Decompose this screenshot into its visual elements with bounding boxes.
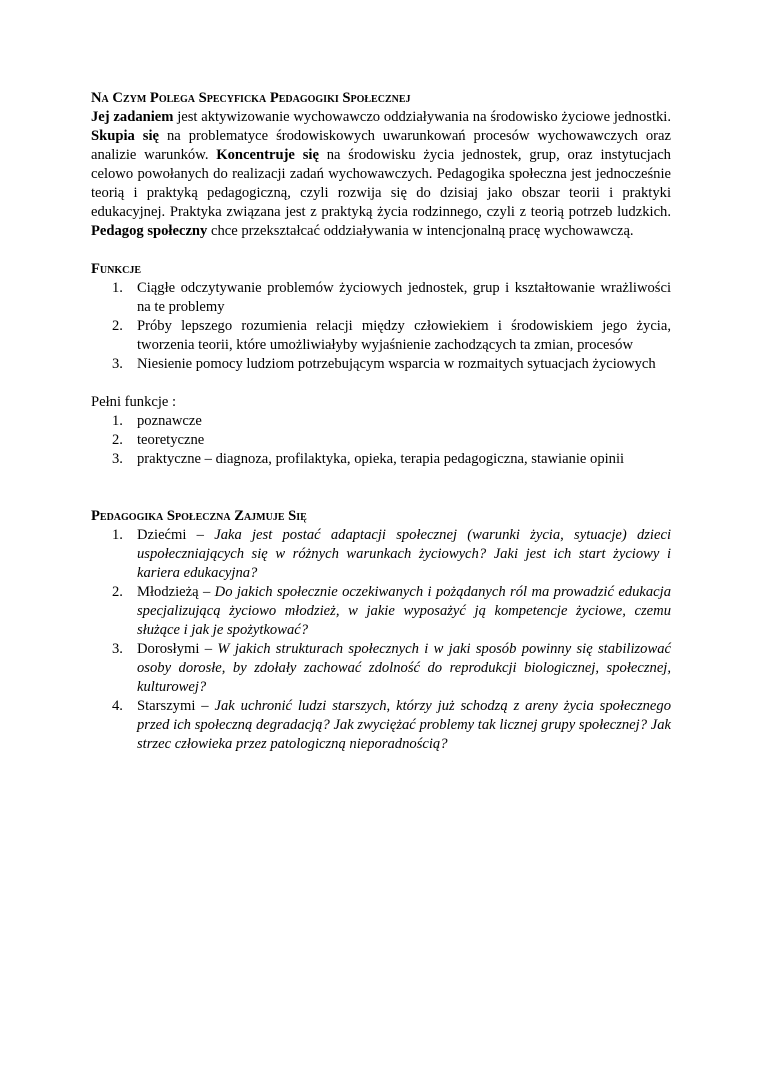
list-number: 3. [112, 451, 123, 467]
list-item-text: praktyczne – diagnoza, profilaktyka, opieka, terapia pedagogiczna, stawianie opinii [137, 451, 625, 467]
paragraph-text: chce przekształcać oddziaływania w intencjonalną pracę wychowawczą. [207, 223, 634, 239]
funkcje-list [91, 279, 671, 374]
list-number: 3. [112, 641, 123, 657]
list-item-question: Jak uchronić ludzi starszych, którzy już schodzą z areny życia społecznego przed ich społeczną degradacją? Jak zwyciężać problemy tak licznej grupy społecznej? Jak strzec człowieka przez patologiczną nieporadnością? [137, 698, 671, 752]
bold-phrase: Pedagog społeczny [91, 223, 208, 239]
bold-phrase: Skupia się [91, 128, 159, 144]
list-item [91, 279, 671, 317]
section-heading-zajmuje: Pedagogika Społeczna Zajmuje Się [91, 508, 307, 524]
list-number: 1. [112, 280, 123, 296]
list-number: 2. [112, 584, 123, 600]
list-item-question: W jakich strukturach społecznych i w jaki sposób powinny się stabilizować osoby dorosłe, by zdołały zachować zdolność do reprodukcji biologicznej, społecznej, kulturowej? [137, 641, 671, 695]
list-item-text: Niesienie pomocy ludziom potrzebującym wsparcia w rozmaitych sytuacjach życiowych [137, 356, 656, 372]
list-item [91, 697, 671, 754]
paragraph-text: jest aktywizowanie wychowawczo oddziaływania na środowisko życiowe jednostki. [173, 109, 671, 125]
bold-phrase: Jej zadaniem [91, 109, 174, 125]
list-item [91, 450, 671, 469]
paragraph-text: na problematyce środowiskowych uwarunkowań procesów wychowawczych oraz analizie warunków. [91, 128, 671, 163]
list-number: 3. [112, 356, 123, 372]
list-number: 4. [112, 698, 123, 714]
document-page [91, 89, 671, 754]
list-item-text: Próby lepszego rozumienia relacji między człowiekiem i środowiskiem jego życia, tworzenia teorii, które umożliwiałyby wyjaśnienie zachodzących ta zmian, procesów [137, 318, 671, 353]
zajmuje-list [91, 526, 671, 754]
section-heading-funkcje: Funkcje [91, 261, 142, 277]
list-item-text: teoretyczne [137, 432, 205, 448]
section-heading-specyfika: Na Czym Polega Specyficka Pedagogiki Społecznej [91, 90, 411, 106]
list-item [91, 640, 671, 697]
list-item-lead: Dziećmi – [137, 527, 215, 543]
list-item [91, 317, 671, 355]
list-number: 2. [112, 432, 123, 448]
list-item-text: poznawcze [137, 413, 202, 429]
paragraph-text: na środowisku życia jednostek, grup, oraz instytucjach celowo powołanych do realizacji zadań wychowawczych. Pedagogika społeczna jest jednocześnie teorią i praktyką pedagogiczną, czyli rozwija się do dzisiaj jako obszar teorii i praktyki edukacyjnej. Praktyka związana jest z praktyką życia rodzinnego, czyli z teorią potrzeb ludzkich. [91, 147, 671, 220]
list-item-lead: Młodzieżą – [137, 584, 215, 600]
list-item [91, 355, 671, 374]
pelni-funkcje-list [91, 412, 671, 469]
list-number: 1. [112, 413, 123, 429]
pelni-funkcje-label: Pełni funkcje : [91, 394, 177, 410]
list-item-text: Ciągłe odczytywanie problemów życiowych jednostek, grup i kształtowanie wrażliwości na te problemy [137, 280, 671, 315]
list-item-lead: Starszymi – [137, 698, 215, 714]
list-number: 1. [112, 527, 123, 543]
bold-phrase: Koncentruje się [216, 147, 319, 163]
list-item [91, 526, 671, 583]
list-item-question: Do jakich społecznie oczekiwanych i pożądanych ról ma prowadzić edukacja specjalizującą życiowo młodzież, w jakie wyposażyć ją kompetencje życiowe, czemu służące i jak je spożytkować? [137, 584, 671, 638]
intro-paragraph [91, 108, 671, 241]
list-item [91, 583, 671, 640]
list-number: 2. [112, 318, 123, 334]
list-item [91, 431, 671, 450]
list-item [91, 412, 671, 431]
list-item-lead: Dorosłymi – [137, 641, 218, 657]
list-item-question: Jaka jest postać adaptacji społecznej (warunki życia, sytuacje) dzieci uspołeczniających się w różnych warunkach życiowych? Jaki jest ich start życiowy i kariera edukacyjna? [137, 527, 671, 581]
